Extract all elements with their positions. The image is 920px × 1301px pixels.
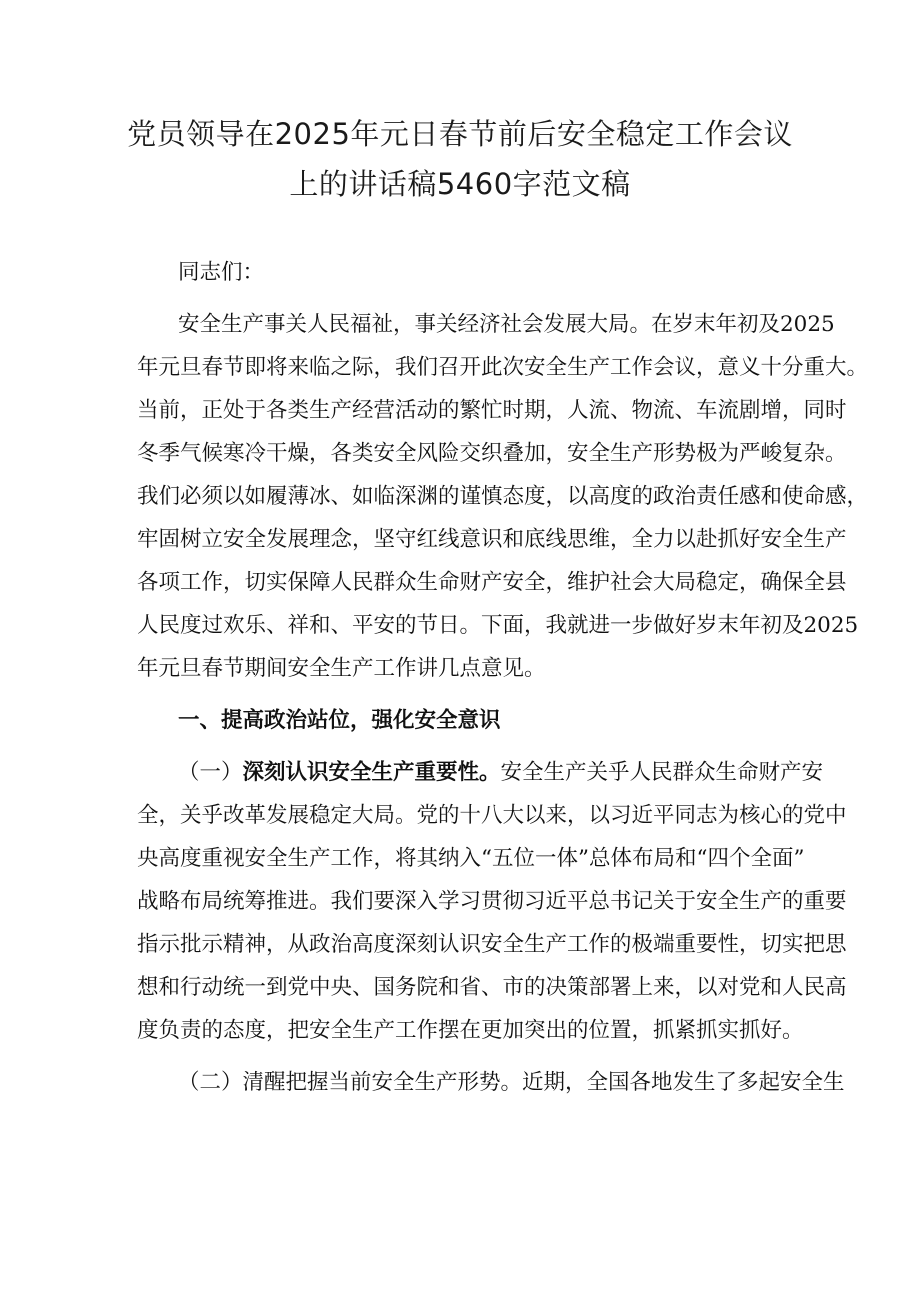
paragraph-line: 牢固树立安全发展理念，坚守红线意识和底线思维，全力以赴抓好安全生产 xyxy=(137,527,847,552)
paragraph-line: 度负责的态度，把安全生产工作摆在更加突出的位置，抓紧抓实抓好。 xyxy=(137,1018,804,1043)
paragraph-line: 各项工作，切实保障人民群众生命财产安全，维护社会大局稳定，确保全县 xyxy=(137,570,847,595)
paragraph-line: 年元旦春节期间安全生产工作讲几点意见。 xyxy=(137,656,546,681)
salutation: 同志们： xyxy=(178,260,265,285)
subsection-first-line: （二）清醒把握当前安全生产形势。近期，全国各地发生了多起安全生 xyxy=(178,1070,845,1095)
paragraph-line: 全，关乎改革发展稳定大局。党的十八大以来，以习近平同志为核心的党中 xyxy=(137,803,847,828)
paragraph-line: 冬季气候寒冷干燥，各类安全风险交织叠加，安全生产形势极为严峻复杂。 xyxy=(137,441,847,466)
subsection-number: （一） xyxy=(178,760,243,785)
paragraph-line: 我们必须以如履薄冰、如临深渊的谨慎态度，以高度的政治责任感和使命感， xyxy=(137,484,869,509)
document-title-line-1: 党员领导在2025年元日春节前后安全稳定工作会议 xyxy=(127,117,793,151)
subsection-heading: 深刻认识安全生产重要性。 xyxy=(242,760,501,785)
paragraph-line: 安全生产事关人民福祉，事关经济社会发展大局。在岁末年初及2025 xyxy=(178,312,835,337)
section-heading: 一、提高政治站位，强化安全意识 xyxy=(178,708,501,733)
document-title-line-2: 上的讲话稿5460字范文稿 xyxy=(289,167,631,201)
paragraph-line: 当前，正处于各类生产经营活动的繁忙时期，人流、物流、车流剧增，同时 xyxy=(137,398,847,423)
paragraph-line: 想和行动统一到党中央、国务院和省、市的决策部署上来，以对党和人民高 xyxy=(137,975,847,1000)
paragraph-line: 人民度过欢乐、祥和、平安的节日。下面，我就进一步做好岁末年初及2025 xyxy=(137,613,859,638)
paragraph-line: 年元旦春节即将来临之际，我们召开此次安全生产工作会议，意义十分重大。 xyxy=(137,355,869,380)
paragraph-line: 战略布局统筹推进。我们要深入学习贯彻习近平总书记关于安全生产的重要 xyxy=(137,889,847,914)
subsection-first-line xyxy=(178,758,824,788)
paragraph-line: 指示批示精神，从政治高度深刻认识安全生产工作的极端重要性，切实把思 xyxy=(137,932,847,957)
paragraph-line: 央高度重视安全生产工作，将其纳入“五位一体”总体布局和“四个全面” xyxy=(137,846,805,871)
subsection-text: 安全生产关乎人民群众生命财产安 xyxy=(500,760,824,785)
